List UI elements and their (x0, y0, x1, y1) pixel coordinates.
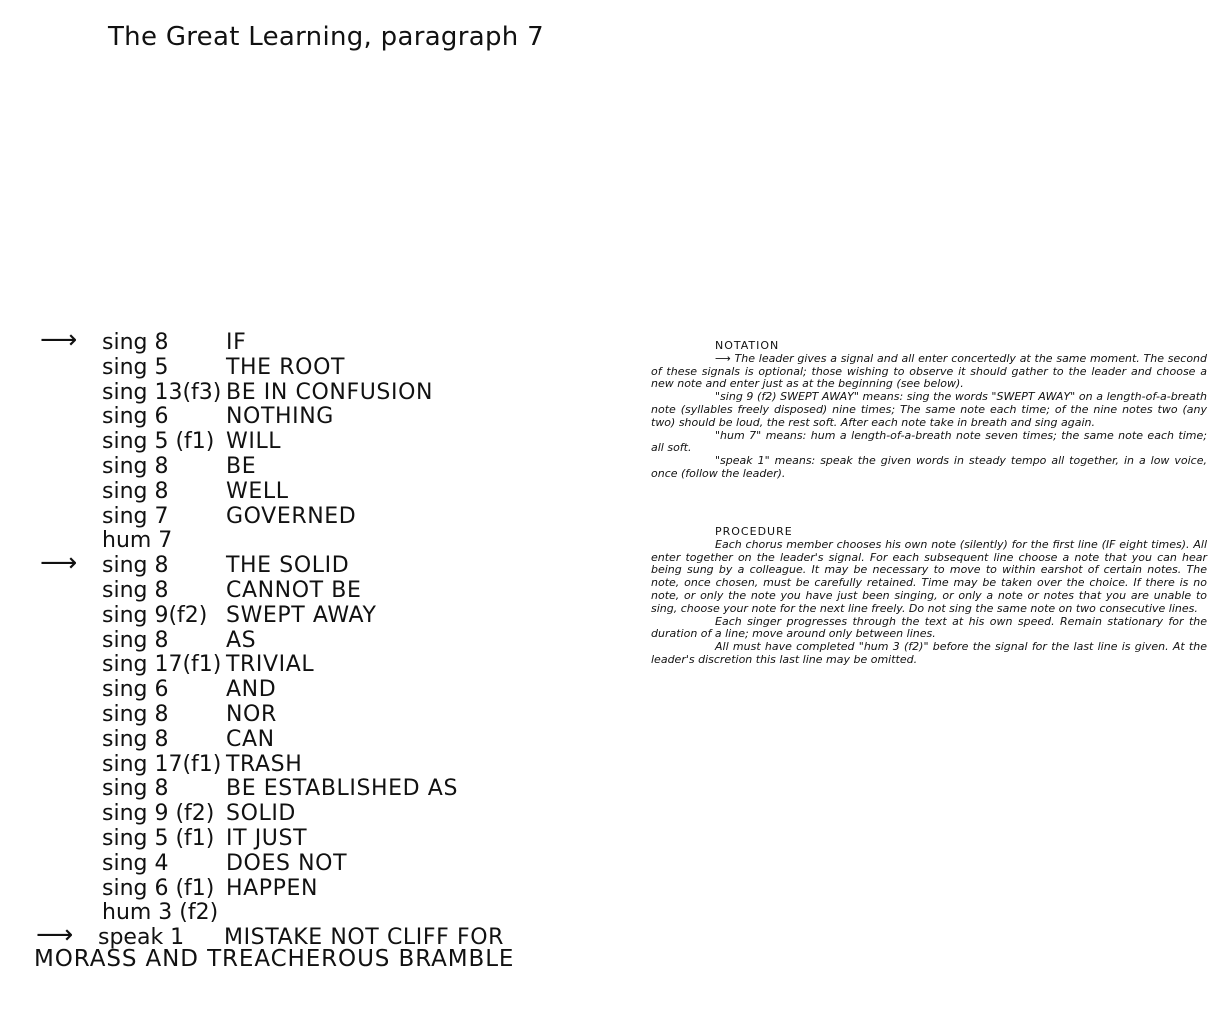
score-instruction: sing 5 (f1) (102, 826, 215, 851)
score-words: GOVERNED (226, 503, 357, 529)
notation-paragraph: "hum 7" means: hum a length-of-a-breath note seven times; the same note each time; all soft. (651, 428, 1207, 455)
score-words: AS (226, 627, 257, 653)
score-instruction: sing 9(f2) (102, 602, 208, 628)
score-instruction: sing 8 (102, 627, 169, 653)
score-instruction: hum 7 (102, 528, 173, 554)
score-words: NOR (226, 702, 277, 727)
notation-paragraph: "sing 9 (f2) SWEPT AWAY" means: sing the words "SWEPT AWAY" on a length-of-a-breath note (syllables freely disposed) nine times; The same note each time; of the nine notes two (any two) should be loud, the rest soft. After each note take in breath and sing again. (651, 390, 1207, 429)
score-instruction: sing 8 (102, 330, 169, 355)
arrow-icon: ⟶ (40, 325, 75, 355)
score-words: DOES NOT (226, 850, 348, 876)
score-instruction: sing 5 (102, 354, 169, 380)
score-final-line: MORASS AND TREACHEROUS BRAMBLE (34, 946, 515, 972)
notation-heading: NOTATION (715, 339, 780, 352)
score-words: THE ROOT (226, 354, 346, 380)
page-title: The Great Learning, paragraph 7 (108, 22, 544, 52)
arrow-icon: ⟶ (36, 920, 71, 951)
score-words: WELL (226, 478, 289, 504)
score-words: WILL (226, 429, 282, 455)
score-instruction: sing 8 (102, 578, 169, 603)
score-instruction: speak 1 (98, 925, 185, 951)
score-instruction: sing 9 (f2) (102, 801, 215, 827)
score-instruction: hum 3 (f2) (102, 900, 219, 926)
score-words: HAPPEN (226, 875, 319, 901)
score-instruction: sing 6 (f1) (102, 875, 215, 901)
notation-section (651, 340, 1207, 481)
procedure-paragraph: Each chorus member chooses his own note (silently) for the first line (IF eight times). All enter together on the leader's signal. For each subsequent line choose a note that you can hear being sung by a colleague. It may be necessary to move to within earshot of certain notes. The note, once chosen, must be carefully retained. Time may be taken over the choice. If there is no note, or only the note you have just been singing, or only a note or notes that you are unable to sing, choose your note for the next line freely. Do not sing the same note on two consecutive lines. (651, 537, 1207, 615)
score-words: CANNOT BE (226, 578, 362, 603)
score-words: SWEPT AWAY (226, 602, 377, 628)
score-instruction: sing 17(f1) (102, 751, 222, 777)
score-words: SOLID (226, 801, 296, 827)
procedure-section (651, 526, 1207, 667)
notation-paragraph: "speak 1" means: speak the given words in steady tempo all together, in a low voice, once (follow the leader). (651, 454, 1207, 480)
procedure-heading: PROCEDURE (715, 525, 793, 538)
score-words: THE SOLID (226, 553, 350, 579)
score-words: MISTAKE NOT CLIFF FOR (224, 925, 505, 951)
score-instruction: sing 8 (102, 454, 169, 479)
score-words: IF (226, 330, 247, 355)
score-instruction: sing 8 (102, 726, 169, 752)
score-instruction: sing 8 (102, 702, 169, 727)
score-instruction: sing 13(f3) (102, 379, 222, 405)
notation-paragraph: ⟶ The leader gives a signal and all enter concertedly at the same moment. The second of these signals is optional; those wishing to observe it should gather to the leader and choose a new note and enter just as at the beginning (see below). (651, 351, 1207, 391)
score-instruction: sing 17(f1) (102, 652, 222, 678)
score-instruction: sing 8 (102, 553, 169, 579)
score-instruction: sing 5 (f1) (102, 429, 215, 455)
score-instruction: sing 8 (102, 776, 169, 802)
procedure-paragraph: Each singer progresses through the text at his own speed. Remain stationary for the duration of a line; move around only between lines. (651, 614, 1207, 641)
score-words: BE ESTABLISHED AS (226, 776, 459, 802)
score-words: IT JUST (226, 826, 308, 851)
score-instruction: sing 6 (102, 404, 169, 430)
score-words: BE (226, 454, 257, 479)
score-instruction: sing 8 (102, 478, 169, 504)
score-instruction: sing 7 (102, 503, 169, 529)
score-words: NOTHING (226, 404, 334, 430)
score-words: BE IN CONFUSION (226, 379, 434, 405)
score-words: TRASH (226, 751, 303, 777)
score-instruction: sing 4 (102, 850, 169, 876)
score-words: CAN (226, 726, 275, 752)
arrow-icon: ⟶ (40, 548, 75, 579)
score-words: AND (226, 677, 277, 703)
procedure-paragraph: All must have completed "hum 3 (f2)" before the signal for the last line is given. At the leader's discretion this last line may be omitted. (651, 640, 1207, 666)
score-instruction: sing 6 (102, 677, 169, 703)
score-words: TRIVIAL (226, 652, 315, 678)
